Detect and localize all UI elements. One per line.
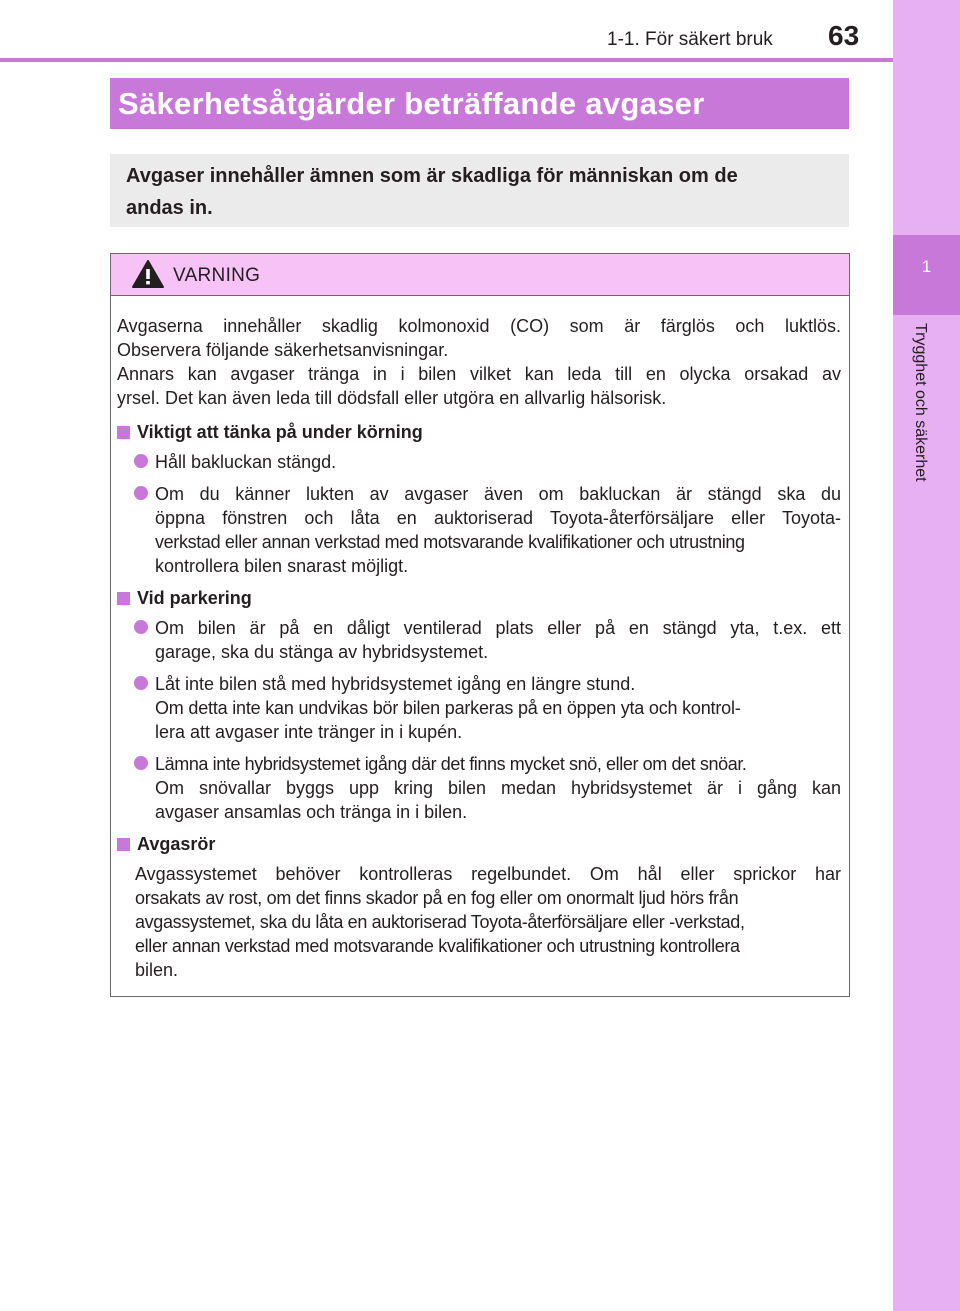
- list-item: [117, 450, 841, 474]
- header-divider: [0, 58, 893, 62]
- round-bullet-icon: [134, 486, 148, 500]
- text-line: Om snövallar byggs upp kring bilen medan hybridsystemet är i gång kan: [155, 778, 841, 798]
- list-item: [117, 672, 841, 744]
- section-title: Viktigt att tänka på under körning: [137, 422, 423, 442]
- text-line: garage, ska du stänga av hybridsystemet.: [155, 642, 489, 662]
- text-line: bilen.: [135, 960, 179, 980]
- text-line: Låt inte bilen stå med hybridsystemet igång en längre stund.: [155, 674, 636, 694]
- section-reference: 1-1. För säkert bruk: [607, 29, 773, 50]
- intro-box: [110, 154, 849, 227]
- chapter-number-tab: 1: [893, 235, 960, 315]
- section-heading-driving: [117, 420, 841, 444]
- text-line: Observera följande säkerhetsanvisningar.: [117, 340, 449, 360]
- section-title: Vid parkering: [137, 588, 252, 608]
- text-line: Avgaserna innehåller skadlig kolmonoxid (CO) som är färglös och luktlös.: [117, 316, 841, 336]
- section-title: Avgasrör: [137, 834, 216, 854]
- text-line: verkstad eller annan verkstad med motsvarande kvalifikationer och utrustning: [155, 532, 745, 552]
- text-line: eller annan verkstad med motsvarande kvalifikationer och utrustning kontrollera: [135, 936, 740, 956]
- text-line: yrsel. Det kan även leda till dödsfall eller utgöra en allvarlig hälsorisk.: [117, 388, 667, 408]
- warning-triangle-icon: [131, 259, 165, 289]
- chapter-label-text: Trygghet och säkerhet: [912, 323, 929, 482]
- chapter-label-tab: [893, 315, 960, 615]
- text-line: Håll bakluckan stängd.: [155, 452, 337, 472]
- round-bullet-icon: [134, 454, 148, 468]
- text-line: Om detta inte kan undvikas bör bilen parkeras på en öppen yta och kontrol-: [155, 698, 741, 718]
- warning-intro: [117, 314, 841, 410]
- section-heading-parking: [117, 586, 841, 610]
- warning-header: [111, 254, 849, 296]
- intro-line: andas in.: [126, 197, 213, 219]
- round-bullet-icon: [134, 620, 148, 634]
- text-line: Om du känner lukten av avgaser även om bakluckan är stängd ska du: [155, 484, 841, 504]
- text-line: Lämna inte hybridsystemet igång där det finns mycket snö, eller om det snöar.: [155, 754, 747, 774]
- exhaust-paragraph: [117, 862, 841, 982]
- text-line: Annars kan avgaser tränga in i bilen vilket kan leda till en olycka orsakad av: [117, 364, 841, 384]
- list-item: [117, 482, 841, 578]
- list-item: [117, 752, 841, 824]
- square-bullet-icon: [117, 838, 130, 851]
- page-title: Säkerhetsåtgärder beträffande avgaser: [110, 78, 849, 129]
- page-number: 63: [828, 20, 860, 51]
- text-line: öppna fönstren och låta en auktoriserad Toyota-återförsäljare eller Toyota-: [155, 508, 841, 528]
- text-line: Om bilen är på en dåligt ventilerad plats eller på en stängd yta, t.ex. ett: [155, 618, 841, 638]
- square-bullet-icon: [117, 426, 130, 439]
- chapter-side-strip: [893, 0, 960, 1311]
- square-bullet-icon: [117, 592, 130, 605]
- text-line: Avgassystemet behöver kontrolleras regelbundet. Om hål eller sprickor har: [135, 864, 841, 884]
- round-bullet-icon: [134, 756, 148, 770]
- warning-box: [110, 253, 850, 997]
- intro-line: Avgaser innehåller ämnen som är skadliga för människan om de: [126, 165, 738, 187]
- section-heading-exhaust: [117, 832, 841, 856]
- text-line: orsakats av rost, om det finns skador på en fog eller om onormalt ljud hörs från: [135, 888, 739, 908]
- text-line: kontrollera bilen snarast möjligt.: [155, 556, 409, 576]
- warning-body: [111, 296, 849, 982]
- text-line: avgaser ansamlas och tränga in i bilen.: [155, 802, 468, 822]
- list-item: [117, 616, 841, 664]
- warning-title: VARNING: [173, 265, 261, 286]
- text-line: lera att avgaser inte tränger in i kupén.: [155, 722, 463, 742]
- text-line: avgassystemet, ska du låta en auktoriserad Toyota-återförsäljare eller -verkstad,: [135, 912, 745, 932]
- round-bullet-icon: [134, 676, 148, 690]
